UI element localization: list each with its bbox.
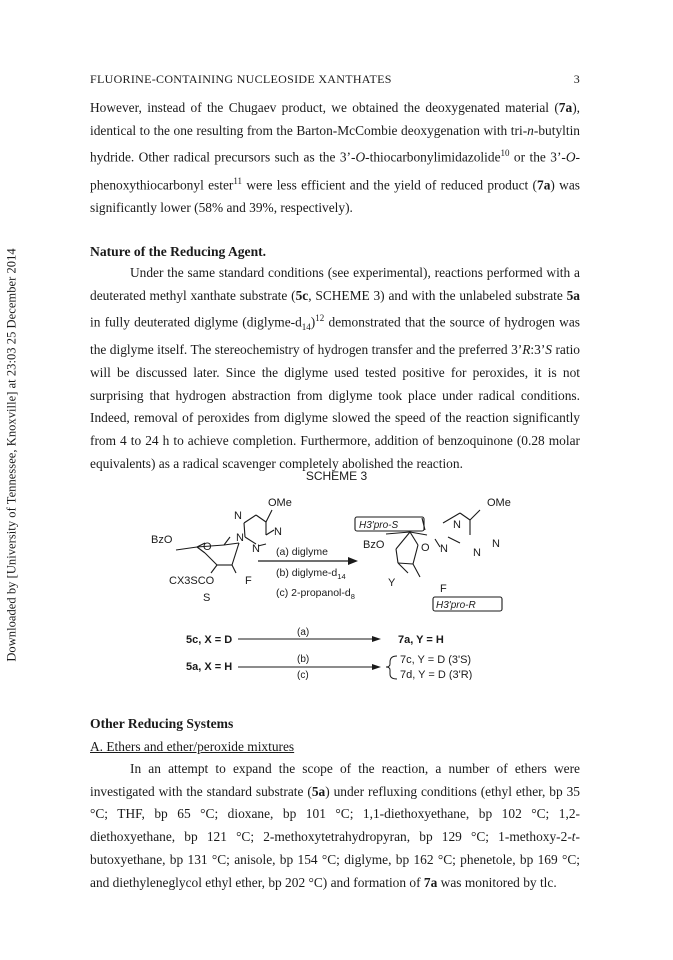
row2-product-7d: 7d, Y = D (3'R) <box>400 669 473 680</box>
reaction-arrow-main <box>258 557 358 565</box>
product-ome: OMe <box>487 497 511 509</box>
reactant-n3: N <box>236 532 244 544</box>
condition-c: (c) $2-propanol-d_8$ <box>276 587 355 601</box>
row1-product: 7a, Y = H <box>398 634 444 646</box>
running-title: FLUORINE-CONTAINING NUCLEOSIDE XANTHATES <box>90 72 392 86</box>
condition-a: (a) diglyme <box>276 546 328 558</box>
product-n2: N <box>492 538 500 550</box>
reactant-n4: N <box>252 543 260 555</box>
row2-reactant: 5a, X = H <box>186 661 233 673</box>
scheme-title: SCHEME 3 <box>305 469 368 483</box>
page-number: 3 <box>573 72 580 86</box>
scheme-3-diagram <box>0 485 673 655</box>
reactant-thione-s: S <box>203 592 211 604</box>
reactant-fluoro: F <box>245 575 252 587</box>
product-n3: N <box>440 543 448 555</box>
product-fluoro: F <box>440 583 447 595</box>
download-note: Downloaded by [University of Tennessee, Knoxville] at 23:03 25 December 2014 <box>4 248 19 662</box>
paragraph-1: However, instead of the Chugaev product, we obtained the deoxygenated material (7a), identical to the one resulting from the Barton-McCombie deoxygenation with tri-n-butyltin hydride. Other radical precursors such as the 3’-O-thiocarbonylimidazolide$^{10}$ or the 3’-O-phenoxythiocarbonyl ester$^{11}$ were less efficient and the yield of reduced product (7a) was significantly lower (58% and 39%, respectively). <box>90 100 581 215</box>
product-h3-pro-s: H3'pro-S <box>359 520 399 531</box>
section-heading-other-systems: Other Reducing Systems <box>90 716 234 731</box>
section-heading-reducing-agent: Nature of the Reducing Agent. <box>90 244 267 259</box>
row2-label-b: (b) <box>297 654 310 665</box>
row1-reactant: 5c, X = D <box>186 634 233 646</box>
reactant-ring-o: O <box>203 541 212 553</box>
product-ring-o: O <box>421 542 430 554</box>
product-h3-pro-r: H3'pro-R <box>436 600 476 611</box>
reactant-n1: N <box>234 510 242 522</box>
reactant-bzo: BzO <box>151 534 173 546</box>
product-n4: N <box>473 547 481 559</box>
row1-label: (a) <box>297 627 310 638</box>
reactant-n2: N <box>274 526 282 538</box>
paragraph-2: Under the same standard conditions (see experimental), reactions performed with a deuterated methyl xanthate substrate (5c, SCHEME 3) and with the unlabeled substrate 5a in fully deuterated diglyme $(diglyme-d_{14})^{12}$ demonstrated that the source of hydrogen was the diglyme itself. The stereochemistry of hydrogen transfer and the preferred 3’R:3’S ratio will be discussed later. Since the diglyme used tested positive for peroxides, it is not surprising that hydrogen abstraction from diglyme took place under radical conditions. Indeed, removal of peroxides from diglyme slowed the speed of the reaction significantly from 4 to 24 h to achieve completion. Furthermore, addition of benzoquinone (0.28 molar equivalents) as a radical scavenger completely abolished the reaction. <box>90 265 580 471</box>
condition-b: (b) diglyme-$d_{14}$ <box>276 567 346 581</box>
product-n1: N <box>453 519 461 531</box>
reactant-xanthate: CX3SCO <box>169 575 215 587</box>
reactant-ome: OMe <box>268 497 292 509</box>
paragraph-3: In an attempt to expand the scope of the reaction, a number of ethers were investigated with the standard substrate (5a) under refluxing conditions (ethyl ether, bp 35 °C; THF, bp 65 °C; dioxane, bp 101 °C; 1,1-diethoxyethane, bp 102 °C; 1,2-diethoxyethane, bp 121 °C; 2-methoxytetrahydropyran, bp 129 °C; 1-methoxy-2-t-butoxyethane, bp 131 °C; anisole, bp 154 °C; diglyme, bp 162 °C; phenetole, bp 169 °C; and diethyleneglycol ethyl ether, bp 202 °C) and formation of 7a was monitored by tlc. <box>90 761 580 890</box>
scheme-3-row2 <box>0 650 673 680</box>
row2-product-7c: 7c, Y = D (3'S) <box>400 654 472 666</box>
reactant-structure <box>176 510 274 573</box>
row2-label-c: (c) <box>297 670 309 680</box>
product-y: Y <box>388 577 396 589</box>
product-bzo: BzO <box>363 539 385 551</box>
running-header <box>90 72 580 87</box>
subsection-heading: A. Ethers and ether/peroxide mixtures <box>90 739 295 754</box>
